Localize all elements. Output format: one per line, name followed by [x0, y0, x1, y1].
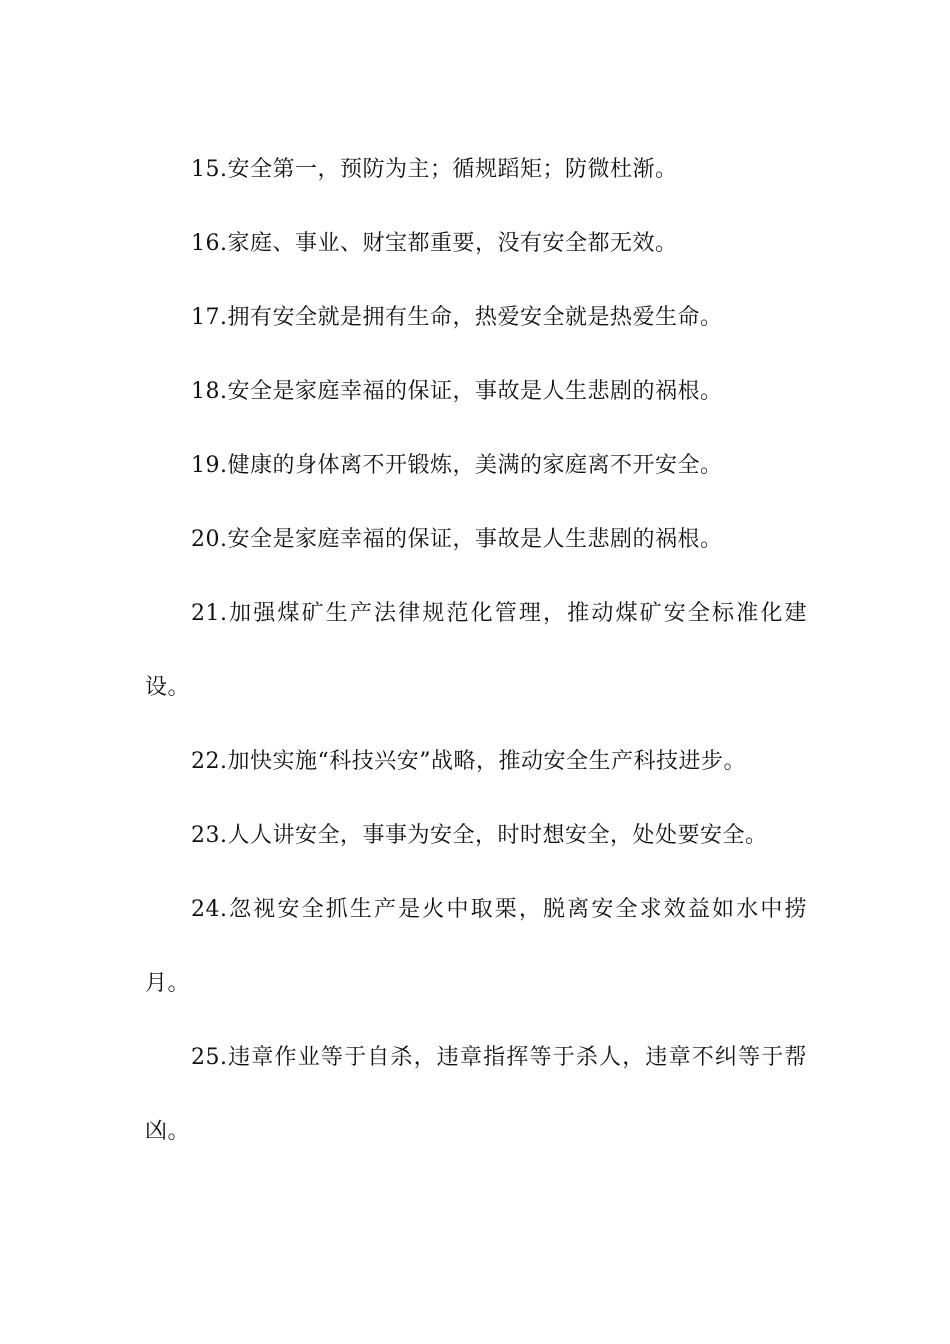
slogan-item-17: 17.拥有安全就是拥有生命，热爱安全就是热爱生命。 [191, 305, 723, 330]
slogan-item-19: 19.健康的身体离不开锻炼，美满的家庭离不开安全。 [191, 453, 723, 478]
slogan-item-23: 23.人人讲安全，事事为安全，时时想安全，处处要安全。 [191, 823, 768, 848]
slogan-item-15: 15.安全第一，预防为主；循规蹈矩；防微杜渐。 [191, 157, 678, 182]
slogan-list [145, 133, 807, 1169]
slogan-item-20: 20.安全是家庭幸福的保证，事故是人生悲剧的祸根。 [191, 527, 723, 552]
slogan-item-25: 25.违章作业等于自杀，违章指挥等于杀人，违章不纠等于帮凶。 [145, 1045, 807, 1144]
slogan-item-18: 18.安全是家庭幸福的保证，事故是人生悲剧的祸根。 [191, 379, 723, 404]
slogan-item-22: 22.加快实施“科技兴安”战略，推动安全生产科技进步。 [191, 749, 746, 774]
slogan-item-16: 16.家庭、事业、财宝都重要，没有安全都无效。 [191, 231, 678, 256]
slogan-item-21: 21.加强煤矿生产法律规范化管理，推动煤矿安全标准化建设。 [145, 601, 807, 700]
slogan-item-24: 24.忽视安全抓生产是火中取栗，脱离安全求效益如水中捞月。 [145, 897, 807, 996]
